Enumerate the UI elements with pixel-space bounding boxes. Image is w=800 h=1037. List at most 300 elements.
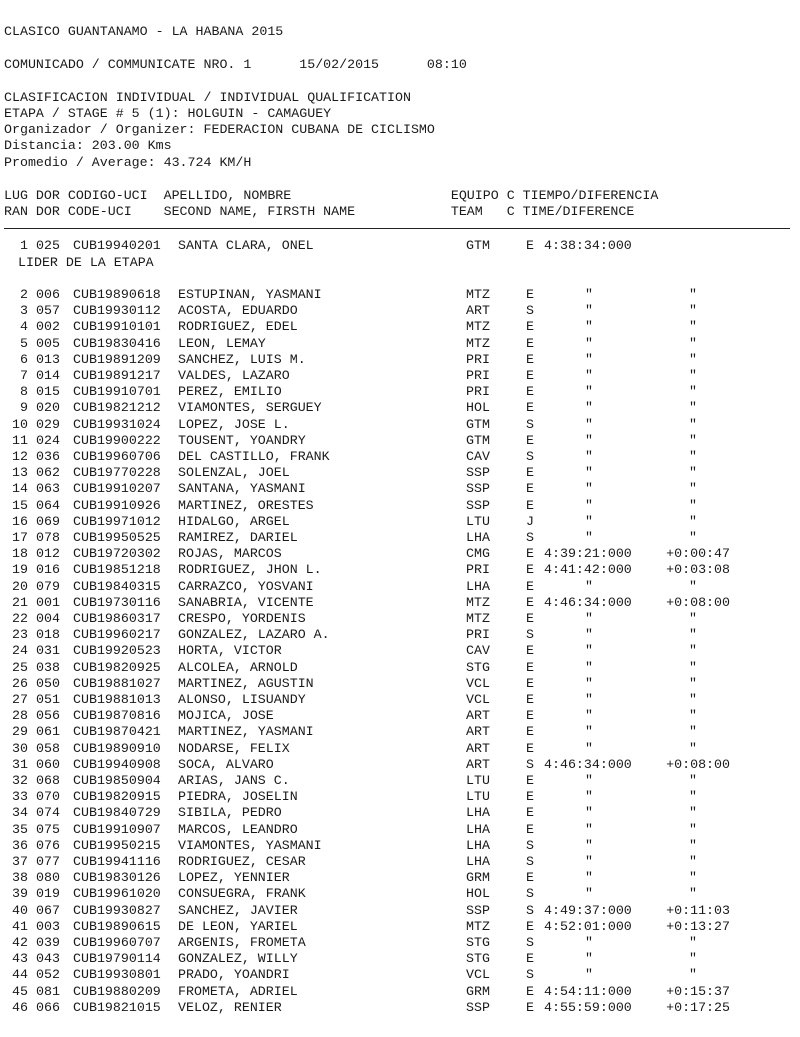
table-row	[4, 595, 794, 611]
team-code-cell: SSP	[466, 999, 490, 1015]
time-cell: "	[585, 854, 593, 869]
category-cell: E	[526, 740, 534, 756]
difference-cell: "	[689, 773, 697, 788]
bib-number-cell: 015	[36, 384, 60, 400]
position-cell: 18	[12, 546, 28, 562]
difference-cell: "	[689, 643, 697, 659]
difference-cell: "	[689, 675, 697, 691]
table-row	[4, 287, 794, 303]
rider-name-cell: SOCA, ALVARO	[178, 756, 274, 772]
time-cell: "	[585, 837, 593, 853]
table-row	[4, 741, 794, 757]
table-row	[4, 676, 794, 692]
category-cell: S	[526, 303, 534, 319]
team-code-cell: SSP	[466, 481, 490, 497]
position-cell: 22	[12, 611, 28, 626]
uci-code-cell: CUB19840315	[73, 578, 161, 594]
position-cell: 4	[20, 319, 28, 335]
team-code-cell: PRI	[466, 562, 490, 578]
rider-name-cell: RODRIGUEZ, JHON L.	[178, 562, 322, 578]
time-cell: "	[585, 886, 593, 902]
rider-name-cell: LOPEZ, YENNIER	[178, 870, 290, 886]
category-cell: E	[526, 789, 534, 805]
table-row	[4, 514, 794, 530]
category-cell: S	[526, 530, 534, 545]
uci-code-cell: CUB19910926	[73, 497, 161, 513]
uci-code-cell: CUB19881027	[73, 675, 161, 691]
uci-code-cell: CUB19891209	[73, 351, 161, 367]
rider-name-cell: CRESPO, YORDENIS	[178, 611, 306, 626]
rider-name-cell: ALCOLEA, ARNOLD	[178, 659, 298, 675]
bib-number-cell: 078	[36, 530, 60, 545]
difference-cell: +0:03:08	[666, 562, 730, 578]
table-row	[4, 643, 794, 659]
bib-number-cell: 079	[36, 578, 60, 594]
uci-code-cell: CUB19870816	[73, 708, 161, 724]
difference-cell: +0:00:47	[666, 546, 730, 562]
difference-cell: "	[689, 659, 697, 675]
difference-cell: "	[689, 416, 697, 432]
position-cell: 17	[12, 530, 28, 545]
category-cell: S	[526, 449, 534, 464]
difference-cell: "	[689, 449, 697, 464]
time-cell: "	[585, 740, 593, 756]
category-cell: E	[526, 481, 534, 497]
time-cell: "	[585, 611, 593, 626]
bib-number-cell: 031	[36, 643, 60, 659]
bib-number-cell: 068	[36, 773, 60, 788]
stage-line: ETAPA / STAGE # 5 (1): HOLGUIN - CAMAGUEY	[4, 106, 332, 121]
rider-name-cell: RODRIGUEZ, CESAR	[178, 854, 306, 869]
time-cell: "	[585, 708, 593, 724]
difference-cell: +0:11:03	[666, 902, 730, 918]
bib-number-cell: 016	[36, 562, 60, 578]
category-cell: E	[526, 708, 534, 724]
category-cell: E	[526, 870, 534, 886]
category-cell: E	[526, 497, 534, 513]
uci-code-cell: CUB19821212	[73, 400, 161, 416]
position-cell: 28	[12, 708, 28, 724]
uci-code-cell: CUB19850904	[73, 773, 161, 788]
table-row	[4, 951, 794, 967]
rider-name-cell: CARRAZCO, YOSVANI	[178, 578, 314, 594]
category-cell: E	[526, 319, 534, 335]
position-cell: 11	[12, 432, 28, 448]
rider-name-cell: SANCHEZ, JAVIER	[178, 902, 298, 918]
category-cell: J	[526, 513, 534, 529]
rider-name-cell: MARCOS, LEANDRO	[178, 821, 298, 837]
bib-number-cell: 069	[36, 513, 60, 529]
time-cell: "	[585, 351, 593, 367]
time-cell: "	[585, 870, 593, 886]
position-cell: 44	[12, 967, 28, 983]
time-cell: "	[585, 384, 593, 400]
rider-name-cell: SOLENZAL, JOEL	[178, 465, 290, 481]
uci-code-cell: CUB19820915	[73, 789, 161, 805]
table-row	[4, 708, 794, 724]
team-code-cell: MTZ	[466, 287, 490, 302]
uci-code-cell: CUB19971012	[73, 513, 161, 529]
team-code-cell: LTU	[466, 773, 490, 788]
difference-cell: "	[689, 497, 697, 513]
difference-cell: "	[689, 935, 697, 950]
bib-number-cell: 061	[36, 724, 60, 740]
position-cell: 19	[12, 562, 28, 578]
time-cell: "	[585, 416, 593, 432]
team-code-cell: ART	[466, 756, 490, 772]
bib-number-cell: 025	[36, 238, 60, 253]
table-row	[4, 498, 794, 514]
uci-code-cell: CUB19931024	[73, 416, 161, 432]
column-header-line-2: RAN DOR CODE-UCI SECOND NAME, FIRSTH NAME TEAM C TIME/DIFERENCE	[4, 204, 635, 219]
team-code-cell: MTZ	[466, 319, 490, 335]
table-row	[4, 352, 794, 368]
time-cell: 4:46:34:000	[544, 756, 632, 772]
category-cell: E	[526, 805, 534, 821]
bib-number-cell: 060	[36, 756, 60, 772]
table-row	[4, 449, 794, 465]
category-cell: E	[526, 821, 534, 837]
rider-name-cell: GONZALEZ, WILLY	[178, 951, 298, 967]
uci-code-cell: CUB19950525	[73, 530, 161, 545]
event-title: CLASICO GUANTANAMO - LA HABANA 2015	[4, 24, 284, 39]
rider-name-cell: ROJAS, MARCOS	[178, 546, 282, 562]
table-row	[4, 854, 794, 870]
category-cell: S	[526, 886, 534, 902]
bib-number-cell: 066	[36, 999, 60, 1015]
team-code-cell: STG	[466, 935, 490, 950]
time-cell: "	[585, 481, 593, 497]
time-cell: "	[585, 578, 593, 594]
time-cell: "	[585, 675, 593, 691]
difference-cell: "	[689, 335, 697, 351]
position-cell: 39	[12, 886, 28, 902]
position-cell: 20	[12, 578, 28, 594]
position-cell: 8	[20, 384, 28, 400]
team-code-cell: CMG	[466, 546, 490, 562]
bib-number-cell: 074	[36, 805, 60, 821]
difference-cell: "	[689, 465, 697, 481]
table-row	[4, 481, 794, 497]
position-cell: 12	[12, 449, 28, 464]
rider-name-cell: RODRIGUEZ, EDEL	[178, 319, 298, 335]
difference-cell: "	[689, 513, 697, 529]
rider-name-cell: MOJICA, JOSE	[178, 708, 274, 724]
category-cell: S	[526, 967, 534, 983]
uci-code-cell: CUB19881013	[73, 692, 161, 707]
uci-code-cell: CUB19890618	[73, 287, 161, 302]
team-code-cell: MTZ	[466, 335, 490, 351]
difference-cell: "	[689, 692, 697, 707]
difference-cell: "	[689, 432, 697, 448]
position-cell: 9	[20, 400, 28, 416]
difference-cell: "	[689, 481, 697, 497]
rider-name-cell: PIEDRA, JOSELIN	[178, 789, 298, 805]
time-cell: "	[585, 821, 593, 837]
table-row	[4, 903, 794, 919]
bib-number-cell: 050	[36, 675, 60, 691]
team-code-cell: HOL	[466, 400, 490, 416]
position-cell: 38	[12, 870, 28, 886]
uci-code-cell: CUB19860317	[73, 611, 161, 626]
time-cell: "	[585, 967, 593, 983]
table-row	[4, 660, 794, 676]
bib-number-cell: 024	[36, 432, 60, 448]
rider-name-cell: TOUSENT, YOANDRY	[178, 432, 306, 448]
bib-number-cell: 076	[36, 837, 60, 853]
position-cell: 27	[12, 692, 28, 707]
time-cell: "	[585, 805, 593, 821]
table-row	[4, 465, 794, 481]
uci-code-cell: CUB19891217	[73, 368, 161, 383]
position-cell: 31	[12, 756, 28, 772]
difference-cell: "	[689, 351, 697, 367]
distance-line: Distancia: 203.00 Kms	[4, 138, 172, 153]
rider-name-cell: MARTINEZ, AGUSTIN	[178, 675, 314, 691]
time-cell: 4:54:11:000	[544, 983, 632, 999]
category-cell: S	[526, 627, 534, 643]
table-row	[4, 773, 794, 789]
bib-number-cell: 039	[36, 935, 60, 950]
category-cell: E	[526, 335, 534, 351]
bib-number-cell: 057	[36, 303, 60, 319]
bib-number-cell: 063	[36, 481, 60, 497]
table-row	[4, 433, 794, 449]
difference-cell: "	[689, 384, 697, 400]
team-code-cell: GTM	[466, 432, 490, 448]
team-code-cell: GRM	[466, 983, 490, 999]
table-row	[4, 724, 794, 740]
bib-number-cell: 014	[36, 368, 60, 383]
position-cell: 14	[12, 481, 28, 497]
category-cell: E	[526, 594, 534, 610]
difference-cell: "	[689, 967, 697, 983]
bib-number-cell: 058	[36, 740, 60, 756]
category-cell: E	[526, 918, 534, 934]
table-row	[4, 757, 794, 773]
position-cell: 23	[12, 627, 28, 643]
difference-cell: +0:17:25	[666, 999, 730, 1015]
rider-name-cell: RAMIREZ, DARIEL	[178, 530, 298, 545]
table-row	[4, 838, 794, 854]
time-cell: "	[585, 724, 593, 740]
rider-name-cell: SANABRIA, VICENTE	[178, 594, 314, 610]
table-row	[4, 417, 794, 433]
team-code-cell: SSP	[466, 902, 490, 918]
table-row	[4, 368, 794, 384]
classification-line: CLASIFICACION INDIVIDUAL / INDIVIDUAL QUALIFICATION	[4, 90, 411, 105]
uci-code-cell: CUB19930112	[73, 303, 161, 319]
rider-name-cell: LEON, LEMAY	[178, 335, 266, 351]
uci-code-cell: CUB19880209	[73, 983, 161, 999]
table-row	[4, 319, 794, 335]
category-cell: S	[526, 935, 534, 950]
team-code-cell: LTU	[466, 789, 490, 805]
time-cell: "	[585, 287, 593, 302]
rider-name-cell: SIBILA, PEDRO	[178, 805, 282, 821]
uci-code-cell: CUB19821015	[73, 999, 161, 1015]
rider-name-cell: VALDES, LAZARO	[178, 368, 290, 383]
rider-name-cell: PRADO, YOANDRI	[178, 967, 290, 983]
uci-code-cell: CUB19730116	[73, 594, 161, 610]
table-row	[4, 238, 794, 254]
uci-code-cell: CUB19890615	[73, 918, 161, 934]
leader-note: LIDER DE LA ETAPA	[18, 255, 154, 270]
uci-code-cell: CUB19930827	[73, 902, 161, 918]
category-cell: E	[526, 287, 534, 302]
team-code-cell: ART	[466, 740, 490, 756]
bib-number-cell: 067	[36, 902, 60, 918]
team-code-cell: CAV	[466, 449, 490, 464]
time-cell: "	[585, 497, 593, 513]
position-cell: 25	[12, 659, 28, 675]
uci-code-cell: CUB19830416	[73, 335, 161, 351]
bib-number-cell: 001	[36, 594, 60, 610]
table-row	[4, 384, 794, 400]
position-cell: 21	[12, 594, 28, 610]
category-cell: E	[526, 643, 534, 659]
time-cell: 4:49:37:000	[544, 902, 632, 918]
difference-cell: "	[689, 886, 697, 902]
time-cell: 4:46:34:000	[544, 594, 632, 610]
time-cell: "	[585, 659, 593, 675]
difference-cell: +0:15:37	[666, 983, 730, 999]
bib-number-cell: 019	[36, 886, 60, 902]
uci-code-cell: CUB19790114	[73, 951, 161, 967]
uci-code-cell: CUB19940908	[73, 756, 161, 772]
category-cell: E	[526, 773, 534, 788]
rider-name-cell: DEL CASTILLO, FRANK	[178, 449, 330, 464]
uci-code-cell: CUB19960217	[73, 627, 161, 643]
category-cell: S	[526, 902, 534, 918]
table-row	[4, 984, 794, 1000]
team-code-cell: LTU	[466, 513, 490, 529]
time-cell: "	[585, 335, 593, 351]
position-cell: 2	[20, 287, 28, 302]
category-cell: E	[526, 384, 534, 400]
difference-cell: "	[689, 319, 697, 335]
difference-cell: "	[689, 740, 697, 756]
table-row	[4, 692, 794, 708]
time-cell: "	[585, 789, 593, 805]
uci-code-cell: CUB19960706	[73, 449, 161, 464]
position-cell: 46	[12, 999, 28, 1015]
time-cell: 4:52:01:000	[544, 918, 632, 934]
category-cell: E	[526, 675, 534, 691]
time-cell: "	[585, 935, 593, 950]
category-cell: E	[526, 368, 534, 383]
rider-name-cell: VELOZ, RENIER	[178, 999, 282, 1015]
category-cell: E	[526, 351, 534, 367]
bib-number-cell: 043	[36, 951, 60, 967]
time-cell: "	[585, 643, 593, 659]
bib-number-cell: 029	[36, 416, 60, 432]
team-code-cell: SSP	[466, 497, 490, 513]
category-cell: E	[526, 951, 534, 967]
time-cell: "	[585, 368, 593, 383]
team-code-cell: VCL	[466, 675, 490, 691]
difference-cell: "	[689, 805, 697, 821]
team-code-cell: GTM	[466, 416, 490, 432]
team-code-cell: CAV	[466, 643, 490, 659]
uci-code-cell: CUB19840729	[73, 805, 161, 821]
team-code-cell: LHA	[466, 578, 490, 594]
team-code-cell: ART	[466, 708, 490, 724]
uci-code-cell: CUB19851218	[73, 562, 161, 578]
time-cell: "	[585, 449, 593, 464]
time-cell: 4:39:21:000	[544, 546, 632, 562]
rider-name-cell: FROMETA, ADRIEL	[178, 983, 298, 999]
uci-code-cell: CUB19930801	[73, 967, 161, 983]
team-code-cell: LHA	[466, 805, 490, 821]
uci-code-cell: CUB19720302	[73, 546, 161, 562]
time-cell: "	[585, 319, 593, 335]
bib-number-cell: 036	[36, 449, 60, 464]
rider-name-cell: DE LEON, YARIEL	[178, 918, 298, 934]
bib-number-cell: 013	[36, 351, 60, 367]
team-code-cell: ART	[466, 303, 490, 319]
uci-code-cell: CUB19960707	[73, 935, 161, 950]
bib-number-cell: 062	[36, 465, 60, 481]
position-cell: 45	[12, 983, 28, 999]
category-cell: S	[526, 854, 534, 869]
rider-name-cell: VIAMONTES, SERGUEY	[178, 400, 322, 416]
team-code-cell: PRI	[466, 351, 490, 367]
team-code-cell: LHA	[466, 837, 490, 853]
column-header-line-1: LUG DOR CODIGO-UCI APELLIDO, NOMBRE EQUIPO C TIEMPO/DIFERENCIA	[4, 188, 659, 203]
bib-number-cell: 018	[36, 627, 60, 643]
position-cell: 34	[12, 805, 28, 821]
position-cell: 10	[12, 416, 28, 432]
bib-number-cell: 064	[36, 497, 60, 513]
time-cell: "	[585, 627, 593, 643]
organizer-line: Organizador / Organizer: FEDERACION CUBANA DE CICLISMO	[4, 122, 435, 137]
team-code-cell: GTM	[466, 238, 490, 253]
bib-number-cell: 070	[36, 789, 60, 805]
difference-cell: "	[689, 821, 697, 837]
team-code-cell: MTZ	[466, 918, 490, 934]
team-code-cell: MTZ	[466, 611, 490, 626]
table-row	[4, 935, 794, 951]
bib-number-cell: 003	[36, 918, 60, 934]
difference-cell: "	[689, 611, 697, 626]
position-cell: 6	[20, 351, 28, 367]
team-code-cell: LHA	[466, 854, 490, 869]
bib-number-cell: 077	[36, 854, 60, 869]
category-cell: S	[526, 416, 534, 432]
time-cell: "	[585, 465, 593, 481]
position-cell: 42	[12, 935, 28, 950]
position-cell: 36	[12, 837, 28, 853]
table-row	[4, 627, 794, 643]
difference-cell: "	[689, 789, 697, 805]
team-code-cell: PRI	[466, 627, 490, 643]
position-cell: 1	[20, 238, 28, 253]
difference-cell: "	[689, 530, 697, 545]
table-row	[4, 919, 794, 935]
communique-line: COMUNICADO / COMMUNICATE NRO. 1 15/02/2015 08:10	[4, 57, 467, 72]
table-row	[4, 400, 794, 416]
position-cell: 32	[12, 773, 28, 788]
uci-code-cell: CUB19940201	[73, 238, 161, 253]
table-row	[4, 562, 794, 578]
category-cell: E	[526, 983, 534, 999]
position-cell: 5	[20, 335, 28, 351]
category-cell: E	[526, 578, 534, 594]
uci-code-cell: CUB19910907	[73, 821, 161, 837]
category-cell: E	[526, 432, 534, 448]
difference-cell: "	[689, 578, 697, 594]
